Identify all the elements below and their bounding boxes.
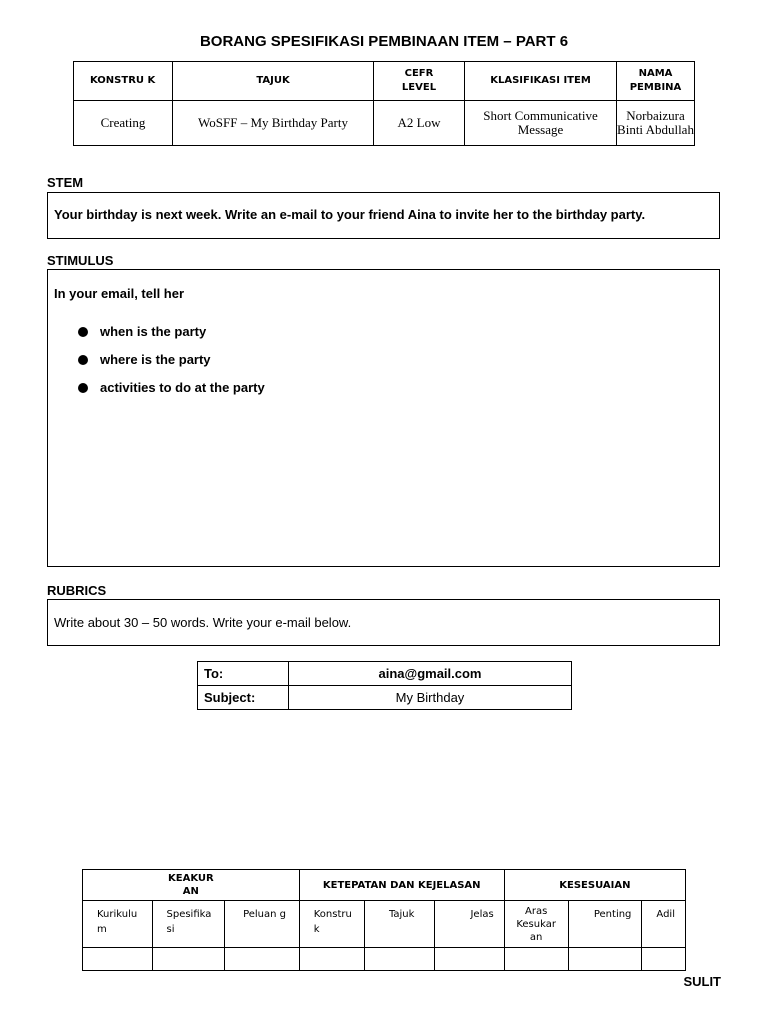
list-item	[78, 352, 719, 380]
empty-cell	[225, 948, 300, 971]
sub-spesifikasi: Spesifika si	[152, 901, 225, 948]
stem-text: Your birthday is next week. Write an e-mail to your friend Aina to invite her to the birthday party.	[54, 207, 646, 222]
cell-nama-pembina: Norbaizura Binti Abdullah	[617, 101, 695, 146]
group-ketepatan-dan-kejelasan: KETEPATAN DAN KEJELASAN	[299, 870, 504, 901]
empty-cell	[83, 948, 153, 971]
list-item	[78, 324, 719, 352]
empty-cell	[642, 948, 686, 971]
stem-box	[47, 192, 720, 239]
col-nama-pembina: NAMA PEMBINA	[617, 62, 695, 101]
rubrics-label: RUBRICS	[47, 583, 107, 598]
col-konstruk: KONSTRU K	[74, 62, 173, 101]
item-spec-table	[73, 61, 695, 146]
rubrics-box	[47, 599, 720, 646]
page-title: BORANG SPESIFIKASI PEMBINAAN ITEM – PART 6	[199, 33, 569, 50]
cell-tajuk: WoSFF – My Birthday Party	[173, 101, 374, 146]
to-label: To:	[198, 662, 289, 686]
stimulus-label: STIMULUS	[47, 253, 114, 268]
empty-cell	[152, 948, 225, 971]
email-header-table	[197, 661, 572, 710]
group-kesesuaian: KESESUAIAN	[504, 870, 685, 901]
sub-konstruk: Konstru k	[299, 901, 364, 948]
cell-cefr-level: A2 Low	[374, 101, 465, 146]
empty-cell	[299, 948, 364, 971]
sub-peluang: Peluan g	[225, 901, 300, 948]
col-klasifikasi-item: KLASIFIKASI ITEM	[465, 62, 617, 101]
empty-cell	[435, 948, 504, 971]
empty-cell	[364, 948, 435, 971]
stimulus-item-text: when is the party	[100, 324, 207, 339]
stimulus-item-text: where is the party	[100, 352, 211, 367]
col-cefr-level: CEFR LEVEL	[374, 62, 465, 101]
sub-jelas: Jelas	[435, 901, 504, 948]
cell-konstruk: Creating	[74, 101, 173, 146]
table-row	[83, 948, 686, 971]
bullet-icon	[78, 355, 88, 365]
empty-cell	[504, 948, 568, 971]
evaluation-table	[82, 869, 686, 971]
sub-adil: Adil	[642, 901, 686, 948]
subject-label: Subject:	[198, 686, 289, 710]
sub-aras-kesukaran: Aras Kesukar an	[504, 901, 568, 948]
bullet-icon	[78, 383, 88, 393]
stimulus-intro: In your email, tell her	[54, 286, 185, 301]
empty-cell	[568, 948, 642, 971]
sub-tajuk: Tajuk	[364, 901, 435, 948]
sub-kurikulum: Kurikulu m	[83, 901, 153, 948]
group-keakuran: KEAKUR AN	[83, 870, 300, 901]
cell-klasifikasi-item: Short Communicative Message	[465, 101, 617, 146]
footer-sulit: SULIT	[683, 974, 721, 989]
list-item	[78, 380, 719, 408]
sub-penting: Penting	[568, 901, 642, 948]
subject-value: My Birthday	[289, 686, 572, 710]
to-value: aina@gmail.com	[289, 662, 572, 686]
stimulus-box	[47, 269, 720, 567]
stimulus-list	[54, 324, 719, 408]
stimulus-item-text: activities to do at the party	[100, 380, 265, 395]
col-tajuk: TAJUK	[173, 62, 374, 101]
stem-label: STEM	[47, 175, 84, 190]
bullet-icon	[78, 327, 88, 337]
rubrics-text: Write about 30 – 50 words. Write your e-mail below.	[54, 615, 352, 630]
